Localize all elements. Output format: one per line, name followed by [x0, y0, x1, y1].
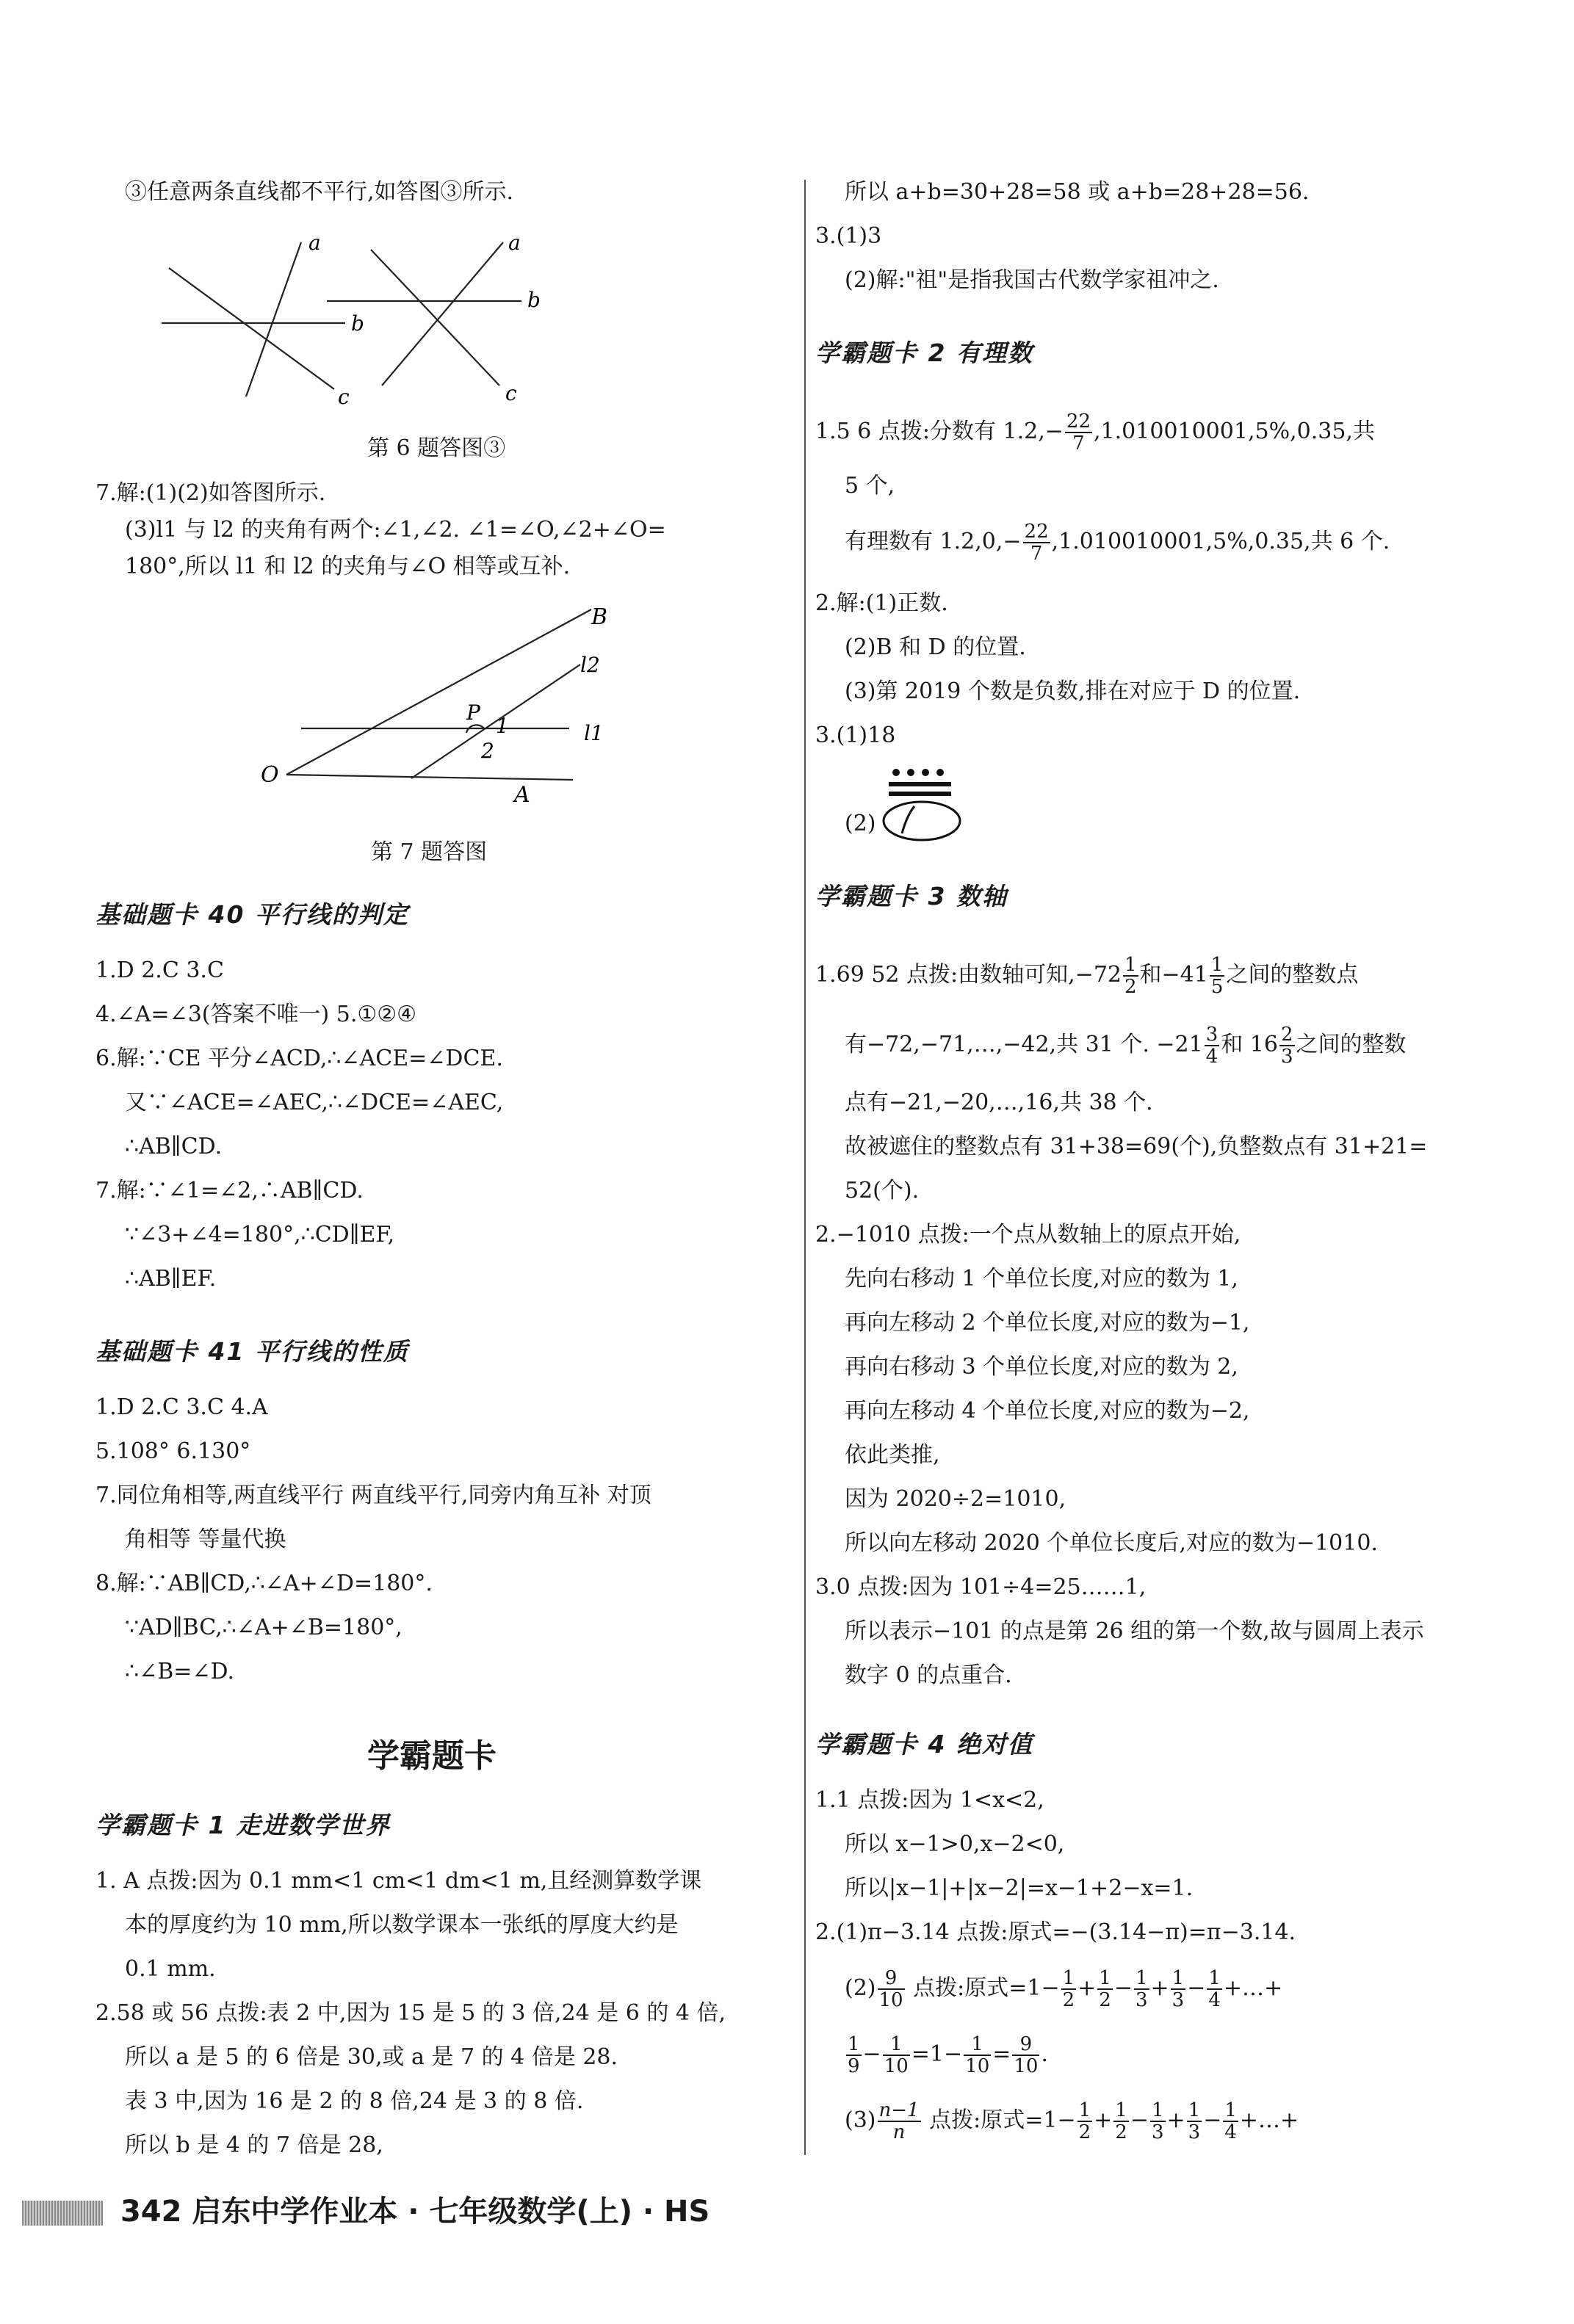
fraction [846, 2034, 862, 2077]
frac-num: 22 [1024, 521, 1049, 543]
text-span: 有理数有 1.2,0,− [845, 529, 1022, 554]
card40-line: 1.D 2.C 3.C [95, 958, 224, 983]
xb4-line: 所以 x−1>0,x−2<0, [845, 1831, 1065, 1857]
frac-den: 10 [884, 2055, 909, 2077]
fraction [1134, 1968, 1149, 2010]
frac-den: 2 [1115, 2121, 1127, 2143]
xb2-line: 2.解:(1)正数. [815, 590, 948, 616]
xb1-line: 所以 a 是 5 的 6 倍是 30,或 a 是 7 的 4 倍是 28. [125, 2044, 618, 2070]
frac-den: 9 [848, 2055, 860, 2077]
card40-line: ∴AB∥CD. [125, 1134, 223, 1159]
label-angle-2: 2 [481, 739, 494, 763]
text-span: 之间的整数 [1296, 1032, 1407, 1057]
frac-num: n−1 [878, 2099, 920, 2121]
frac-den: 2 [1062, 1989, 1075, 2011]
label-c-2: c [505, 381, 517, 405]
figure-6-lines [154, 220, 757, 419]
text-span: − [1113, 1975, 1133, 2001]
label-b-2: b [527, 288, 541, 312]
xb3-line: 点有−21,−20,…,16,共 38 个. [845, 1090, 1153, 1115]
xb4-line: 所以|x−1|+|x−2|=x−1+2−x=1. [845, 1875, 1194, 1901]
heading-xueba-3: 学霸题卡 3 数轴 [815, 882, 1008, 911]
text-span: = [992, 2041, 1011, 2067]
xb3-line: 52(个). [845, 1178, 920, 1203]
label-angle-1: 1 [496, 714, 509, 738]
label-O: O [261, 762, 279, 788]
text-span: + [1077, 1975, 1097, 2001]
card41-line: 8.解:∵AB∥CD,∴∠A+∠D=180°. [95, 1571, 433, 1596]
xb1-line: 2.58 或 56 点拨:表 2 中,因为 15 是 5 的 3 倍,24 是 6 的 4 倍, [95, 2000, 726, 2026]
fraction [1205, 1024, 1220, 1067]
frac-den: 2 [1099, 1989, 1111, 2011]
figure-7-diagram [257, 602, 712, 822]
label-l1: l1 [584, 721, 604, 745]
frac-num: 1 [1208, 1967, 1221, 1989]
xb4-q2-3-line [845, 2100, 1299, 2143]
frac-num: 9 [878, 1968, 905, 1990]
frac-den: 2 [1078, 2121, 1091, 2143]
frac-den: 7 [1072, 432, 1085, 455]
xb4-line: 2.(1)π−3.14 点拨:原式=−(3.14−π)=π−3.14. [815, 1919, 1296, 1945]
frac-num: 1 [1099, 1967, 1111, 1989]
figure-7-caption: 第 7 题答图 [371, 839, 488, 865]
text-span: − [1203, 2107, 1222, 2133]
text-span: 1.5 6 点拨:分数有 1.2,− [815, 419, 1064, 444]
fraction [1065, 411, 1092, 454]
heading-xueba-1: 学霸题卡 1 走进数学世界 [95, 1811, 391, 1839]
text-span: +…+ [1239, 2107, 1299, 2133]
fraction [1187, 2100, 1202, 2143]
frac-num: 1 [1115, 2099, 1127, 2121]
text-span: − [1130, 2107, 1149, 2133]
text-span: 有−72,−71,…,−42,共 31 个. −21 [845, 1032, 1203, 1057]
xb2-line: (3)第 2019 个数是负数,排在对应于 D 的位置. [845, 678, 1301, 704]
fraction [1171, 1968, 1186, 2010]
label-b-1: b [351, 311, 364, 336]
frac-num: 1 [1135, 1967, 1148, 1989]
q7-line-1: 7.解:(1)(2)如答图所示. [95, 480, 326, 506]
heading-card-40: 基础题卡 40 平行线的判定 [95, 900, 409, 929]
book-title: 启东中学作业本 · 七年级数学(上) · HS [192, 2195, 710, 2229]
text-span: 和−41 [1139, 962, 1208, 988]
text-span: 1.69 52 点拨:由数轴可知,−72 [815, 962, 1122, 988]
text-span: =1− [911, 2041, 963, 2067]
frac-den: 5 [1210, 976, 1224, 998]
xb3-line: 2.−1010 点拨:一个点从数轴上的原点开始, [815, 1222, 1241, 1248]
frac-num: 9 [1012, 2034, 1039, 2056]
frac-den: 10 [965, 2055, 990, 2077]
fraction [1012, 2034, 1039, 2077]
text-span: 和 16 [1221, 1032, 1278, 1057]
frac-den: 10 [878, 1989, 903, 2011]
xb1-line: 本的厚度约为 10 mm,所以数学课本一张纸的厚度大约是 [125, 1912, 679, 1938]
frac-num: 1 [1224, 2099, 1237, 2121]
text-span: + [1150, 1975, 1169, 2001]
text-span: − [1187, 1975, 1206, 2001]
xb3-line: 数字 0 的点重合. [845, 1662, 1012, 1688]
card41-line: 角相等 等量代换 [125, 1527, 286, 1552]
card40-line: 4.∠A=∠3(答案不唯一) 5.①②④ [95, 1002, 417, 1027]
card41-line: ∴∠B=∠D. [125, 1659, 235, 1684]
fraction [1223, 2100, 1238, 2143]
frac-num: 1 [1124, 954, 1137, 976]
frac-den: 2 [1124, 976, 1137, 998]
frac-num: 1 [1210, 954, 1224, 976]
frac-num: 3 [1205, 1024, 1219, 1046]
frac-num: 1 [883, 2034, 910, 2056]
fraction [964, 2034, 991, 2077]
column-divider [804, 180, 806, 2155]
text-span: − [862, 2041, 881, 2067]
r-line-1: 所以 a+b=30+28=58 或 a+b=28+28=56. [845, 179, 1310, 205]
fraction [1123, 955, 1138, 997]
frac-den: 3 [1172, 1989, 1185, 2011]
text-span: . [1041, 2041, 1049, 2067]
fraction [1150, 2100, 1166, 2143]
q6-answer-line: ③任意两条直线都不平行,如答图③所示. [125, 179, 514, 205]
text-span: (3) [845, 2107, 876, 2133]
heading-card-41: 基础题卡 41 平行线的性质 [95, 1337, 409, 1366]
page-footer [22, 2188, 710, 2232]
label-c-1: c [338, 385, 350, 409]
frac-den: 4 [1208, 1989, 1221, 2011]
frac-num: 22 [1066, 410, 1091, 432]
frac-den: 4 [1205, 1046, 1219, 1068]
text-span: +…+ [1223, 1975, 1283, 2001]
xb3-q1-line-1 [815, 955, 1358, 997]
fraction [1279, 1024, 1295, 1067]
figure-6-caption: 第 6 题答图③ [367, 435, 506, 461]
xb3-line: 先向右移动 1 个单位长度,对应的数为 1, [845, 1266, 1238, 1292]
xb3-line: 因为 2020÷2=1010, [845, 1486, 1066, 1512]
fraction [1207, 1968, 1222, 2010]
frac-den: 7 [1030, 543, 1043, 565]
text-span: 点拨:原式=1− [906, 1975, 1060, 2001]
xb4-q2-2-line-1 [845, 1968, 1282, 2010]
label-l2: l2 [580, 653, 600, 677]
xb1-line: 表 3 中,因为 16 是 2 的 8 倍,24 是 3 的 8 倍. [125, 2088, 584, 2114]
page-number: 342 [120, 2195, 182, 2229]
xb2-q1-line-2: 5 个, [845, 473, 895, 499]
frac-num: 2 [1280, 1024, 1293, 1046]
text-span: (2) [845, 1975, 876, 2001]
xb3-line: 所以向左移动 2020 个单位长度后,对应的数为−1010. [845, 1530, 1378, 1556]
frac-num: 1 [1151, 2099, 1164, 2121]
xb2-line: (2)B 和 D 的位置. [845, 634, 1026, 660]
text-span: 之间的整数点 [1226, 962, 1359, 988]
card40-line: ∴AB∥EF. [125, 1266, 217, 1292]
xb3-line: 依此类推, [845, 1442, 940, 1468]
xb2-q1-line-3 [845, 521, 1390, 564]
text-span: + [1094, 2107, 1113, 2133]
card41-line: 1.D 2.C 3.C 4.A [95, 1394, 268, 1420]
frac-num: 1 [964, 2034, 991, 2056]
card41-line: 7.同位角相等,两直线平行 两直线平行,同旁内角互补 对顶 [95, 1483, 651, 1508]
label-a-1: a [308, 231, 321, 255]
text-span: ,1.010010001,5%,0.35,共 6 个. [1051, 529, 1390, 554]
fraction [1061, 1968, 1077, 2010]
q7-line-3: 180°,所以 l1 和 l2 的夹角与∠O 相等或互补. [125, 554, 571, 579]
r-line-3: (2)解:"祖"是指我国古代数学家祖冲之. [845, 267, 1219, 293]
fraction [1023, 521, 1050, 564]
frac-den: 3 [1188, 2121, 1201, 2143]
xb3-q1-line-2 [845, 1024, 1407, 1067]
frac-num: 1 [1078, 2099, 1091, 2121]
frac-den: 4 [1224, 2121, 1237, 2143]
frac-den: 3 [1280, 1046, 1293, 1068]
frac-num: 1 [1172, 1967, 1185, 1989]
footer-decoration [22, 2201, 103, 2226]
label-B: B [591, 604, 608, 630]
fraction [1097, 1968, 1113, 2010]
xb3-line: 再向左移动 4 个单位长度,对应的数为−2, [845, 1398, 1250, 1424]
fraction [878, 2100, 921, 2143]
xb2-q3-2-label: (2) [845, 811, 876, 836]
fraction [1210, 955, 1225, 997]
text-span: ,1.010010001,5%,0.35,共 [1094, 419, 1375, 444]
xb3-line: 故被遮住的整数点有 31+38=69(个),负整数点有 31+21= [845, 1134, 1428, 1159]
text-span: 点拨:原式=1− [922, 2107, 1076, 2133]
xb3-line: 再向右移动 3 个单位长度,对应的数为 2, [845, 1354, 1238, 1380]
card41-line: ∵AD∥BC,∴∠A+∠B=180°, [125, 1615, 402, 1640]
frac-num: 1 [1188, 2099, 1201, 2121]
card40-line: ∵∠3+∠4=180°,∴CD∥EF, [125, 1222, 395, 1248]
r-line-2: 3.(1)3 [815, 223, 882, 249]
card41-line: 5.108° 6.130° [95, 1438, 251, 1464]
label-A: A [514, 782, 530, 808]
card40-line: 又∵∠ACE=∠AEC,∴∠DCE=∠AEC, [125, 1090, 504, 1115]
card40-line: 7.解:∵∠1=∠2,∴AB∥CD. [95, 1178, 364, 1203]
section-title: 学霸题卡 [367, 1737, 497, 1775]
label-a-2: a [508, 231, 521, 255]
q7-line-2: (3)l1 与 l2 的夹角有两个:∠1,∠2. ∠1=∠O,∠2+∠O= [125, 517, 666, 543]
frac-den: 10 [1014, 2055, 1039, 2077]
mayan-numeral-drawing [881, 764, 977, 844]
xb3-line: 3.0 点拨:因为 101÷4=25……1, [815, 1574, 1147, 1600]
frac-den: 3 [1135, 1989, 1148, 2011]
fraction [1113, 2100, 1129, 2143]
text-span: + [1166, 2107, 1185, 2133]
xb3-line: 所以表示−101 的点是第 26 组的第一个数,故与圆周上表示 [845, 1618, 1424, 1644]
xb2-q1-line-1 [815, 411, 1375, 454]
xb1-line: 所以 b 是 4 的 7 倍是 28, [125, 2132, 383, 2158]
xb4-line: 1.1 点拨:因为 1<x<2, [815, 1787, 1044, 1813]
heading-xueba-2: 学霸题卡 2 有理数 [815, 339, 1033, 367]
xb3-line: 再向左移动 2 个单位长度,对应的数为−1, [845, 1310, 1250, 1336]
frac-num: 1 [848, 2033, 860, 2055]
fraction [883, 2034, 910, 2077]
frac-den: 3 [1151, 2121, 1164, 2143]
frac-den: n [892, 2121, 906, 2143]
heading-xueba-4: 学霸题卡 4 绝对值 [815, 1730, 1033, 1759]
xb1-line: 0.1 mm. [125, 1956, 216, 1982]
xb4-q2-2-line-2 [845, 2034, 1048, 2077]
fraction [878, 1968, 905, 2010]
card40-line: 6.解:∵CE 平分∠ACD,∴∠ACE=∠DCE. [95, 1046, 503, 1071]
fraction [1077, 2100, 1093, 2143]
xb1-line: 1. A 点拨:因为 0.1 mm<1 cm<1 dm<1 m,且经测算数学课 [95, 1868, 702, 1894]
frac-num: 1 [1062, 1967, 1075, 1989]
xb2-line: 3.(1)18 [815, 723, 896, 748]
label-P: P [466, 701, 480, 725]
